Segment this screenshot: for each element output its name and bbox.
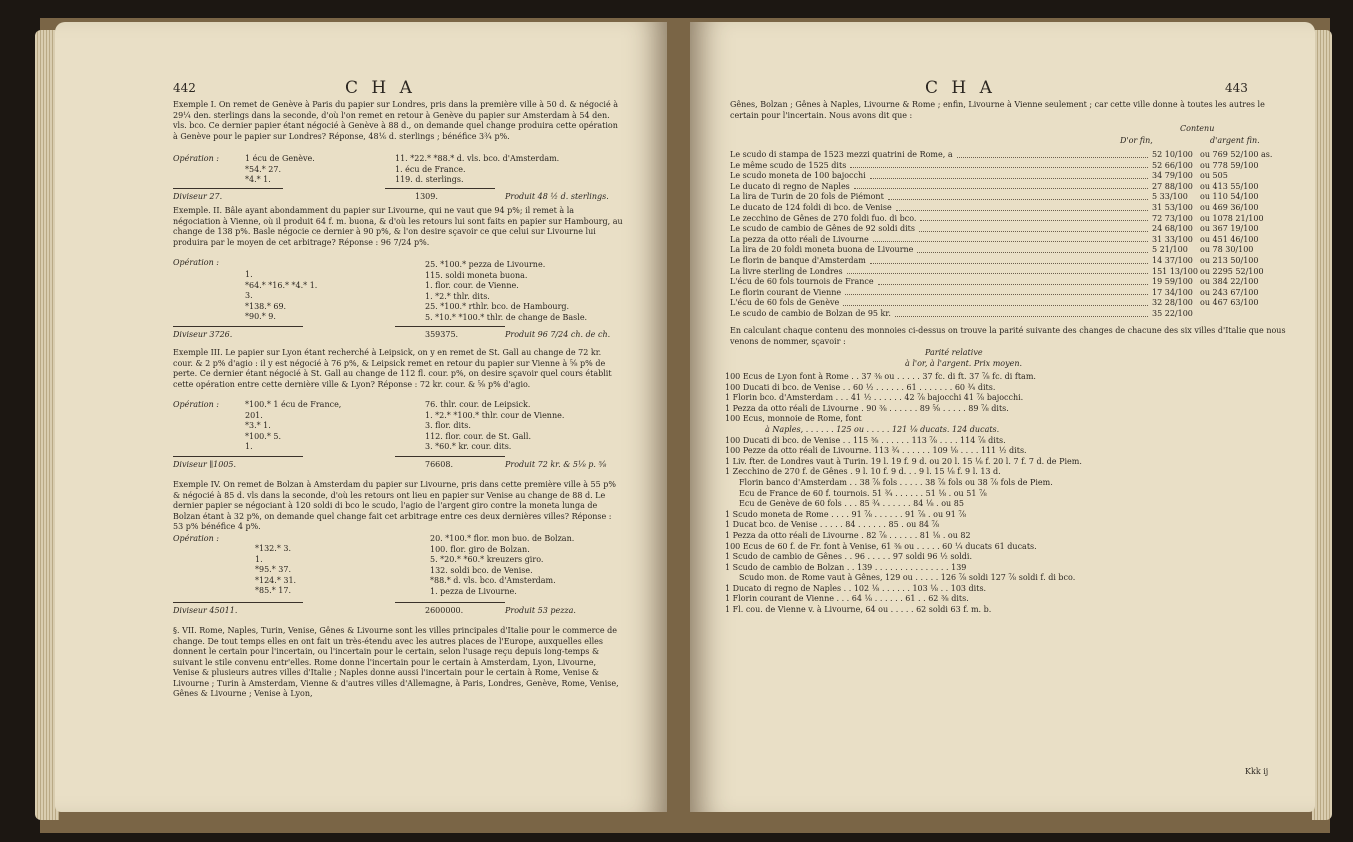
product-number: 2600000. [425,606,464,615]
rule [173,602,303,603]
table-row: 100 Ecus de 60 f. de Fr. font à Venise, 61 ⅜ ou . . . . . 60 ¼ ducats 61 ducats. [725,541,1037,551]
table-row: 1 Scudo de cambio de Bolzan . . 139 . . . . . . . . . . . . . . . 139 [725,562,967,572]
example-3: Exemple III. Le papier sur Lyon étant recherché à Leipsick, on y en remet de St. Gall au change de 72 kr. cour. & 2 p% d'agio : il y est négocié à 76 p%, & Leipsick remet en retour du papier sur Vienne à ⅝ p% de perte. Ce dernier étant négocié à St. Gall au change de 112 fl. cour. p%, on desire sçavoir quel cours établit cette opération entre cette dernière ville & Lyon? Réponse : 72 kr. cour. & ⅝ p% d'agio. [173,348,612,389]
operation-left-column: 1. *64.* *16.* *4.* 1. 3. *138.* 69. *90.* 9. [245,270,318,321]
example-2: Exemple. II. Bâle ayant abondamment du papier sur Livourne, qui ne vaut que 94 p%; il remet à la négociation à Vienne, où il produit 64 f. m. buona, & d'où les retours lui sont faits en papier sur Hambourg, au change de 138 p%. Basle négocie ce dernier à 90 p%, & l'on desire sçavoir ce que celui sur Livourne lui produira par le moyen de cet arbitrage? Réponse : 96 7/24 p%. [173,206,623,247]
rule [173,456,303,457]
table-row: 1 Pezza da otto réali de Livourne . 90 ⅜ . . . . . . 89 ⅝ . . . . . 89 ⅞ dits. [725,403,1009,413]
rule [395,456,505,457]
table-row: 100 Ducati di bco. de Venise . . 115 ⅜ . . . . . . 113 ⅞ . . . . 114 ⅞ dits. [725,435,1006,445]
table-row: Le scudo di stampa de 1523 mezzi quatrini de Rome, a 52 10/100 ou 769 52/100 as. [730,150,1273,159]
right-page [690,22,1315,812]
page-header: C H A [925,78,996,98]
table-row: La lira de Turin de 20 fols de Piémont 5 33/100 ou 110 54/100 [730,192,1259,202]
operation-right-column: 11. *22.* *88.* d. vls. bco. d'Amsterdam. 1. écu de France. 119. d. sterlings. [395,154,560,184]
table-row: 1 Florin bco. d'Amsterdam . . . 41 ½ . . . . . . 42 ⅞ bajocchi 41 ⅞ bajocchi. [725,393,1024,403]
operation-label: Opération : [173,154,219,163]
rule [173,188,283,189]
product-number: 359375. [425,330,459,339]
table-row: à Naples, . . . . . . 125 ou . . . . . 121 ⅛ ducats. 124 ducats. [765,424,1000,434]
table-row: 1 Scudo de cambio de Gênes . . 96 . . . . . 97 soldi 96 ½ soldi. [725,552,973,562]
table-row: La pezza da otto réali de Livourne 31 33/100 ou 451 46/100 [730,234,1259,244]
table-row: 1 Ducat bco. de Venise . . . . . 84 . . . . . . 85 . ou 84 ⅞ [725,520,940,530]
table-row: 1 Fl. cou. de Vienne v. à Livourne, 64 ou . . . . . 62 soldi 63 f. m. b. [725,605,992,615]
table-row: 1 Zecchino de 270 f. de Gênes . 9 l. 10 f. 9 d. . . 9 l. 15 ⅛ f. 9 l. 13 d. [725,467,1001,477]
table-row: L'écu de 60 fols de Genève 32 28/100 ou 467 63/100 [730,298,1259,308]
rule [395,602,505,603]
example-1: Exemple I. On remet de Genève à Paris du papier sur Londres, pris dans la première ville à 50 d. & négocié à 29¼ den. sterlings dans la seconde, d'où l'on remet en retour à Genève du papier sur Amsterdam à 54 den. vls. bco. Ce dernier papier étant négocié à Genève à 88 d., on demande quel change produira cette opération à Genève pour le papier sur Londres? Réponse, 48⅙ d. sterlings ; bénéfice 3¾ p%. [173,100,619,141]
divisor: Diviseur ∥1005. [173,460,237,469]
table-row: Scudo mon. de Rome vaut à Gênes, 129 ou . . . . . 126 ⅞ soldi 127 ⅞ soldi f. di bco. [739,573,1076,583]
table-row: 100 Ecus, monnoie de Rome, font [725,414,862,424]
column-silver: d'argent fin. [1210,136,1260,145]
product-number: 76608. [425,460,453,469]
table-row: L'écu de 60 fols tournois de France 19 59/100 ou 384 22/100 [730,277,1259,287]
table-row: 1 Ducato di regno de Naples . . 102 ⅛ . . . . . . 103 ⅛ . . 103 dits. [725,583,987,593]
table-row: 100 Pezze da otto réali de Livourne. 113 ¾ . . . . . . 109 ⅛ . . . . 111 ½ dits. [725,446,1027,456]
rule [173,326,303,327]
page-number: 443 [1225,81,1248,95]
operation-right-column: 76. thlr. cour. de Leipsick. 1. *2.* *100.* thlr. cour de Vienne. 3. flor. dits. 112. flor. cour. de St. Gall. 3. *60.* kr. cour. dits. [425,400,565,451]
table-row: Le scudo de cambio de Gênes de 92 soldi dits 24 68/100 ou 367 19/100 [730,224,1259,234]
table-row: La lira de 20 foldi moneta buona de Livourne 5 21/100 ou 78 30/100 [730,245,1254,255]
rule [395,326,505,327]
product: Produit 53 pezza. [505,606,576,615]
table-row: Le ducato di regno de Naples 27 88/100 ou 413 55/100 [730,181,1259,191]
table-row: Ecu de France de 60 f. tournois. 51 ¾ . . . . . . 51 ⅛ . ou 51 ⅞ [739,488,987,498]
operation-right-column: 25. *100.* pezza de Livourne. 115. soldi moneta buona. 1. flor. cour. de Vienne. 1. *2.* thlr. dits. 25. *100.* rthlr. bco. de Hambourg. 5. *10.* *100.* thlr. de change de Basle. [425,260,588,322]
catchword: Kkk ij [1245,767,1269,776]
operation-right-column: 20. *100.* flor. mon buo. de Bolzan. 100. flor. giro de Bolzan. 5. *20.* *60.* kreuzers giro. 132. soldi bco. de Venise. *88.* d. vls. bco. d'Amsterdam. 1. pezza de Livourne. [430,534,575,596]
table-row: Le même scudo de 1525 dits 52 66/100 ou 778 59/100 [730,160,1259,170]
table-row: Le scudo moneta de 100 bajocchi 34 79/100 ou 505 [730,171,1228,181]
column-gold: D'or fin, [1120,136,1153,145]
product: Produit 48 ½ d. sterlings. [505,192,609,201]
parity-columns: à l'or, à l'argent. Prix moyen. [905,359,1023,368]
divisor: Diviseur 27. [173,192,223,201]
parity-title: Parité relative [925,348,983,357]
table-row: Le florin de banque d'Amsterdam 14 37/100 ou 213 50/100 [730,255,1259,265]
table-row: Ecu de Genève de 60 fols . . . 85 ¾ . . . . . . 84 ⅛ . ou 85 [739,499,964,509]
divisor: Diviseur 3726. [173,330,233,339]
operation-left-column: 1 écu de Genève. *54.* 27. *4.* 1. [245,154,315,184]
product: Produit 72 kr. & 5⅛ p. ⅝ [505,460,607,469]
table-row: 1 Pezza da otto réali de Livourne . 82 ⅞ . . . . . . 81 ⅛ . ou 82 [725,530,971,540]
page-edges-right [1312,30,1332,820]
table-row: Le scudo de cambio de Bolzan de 95 kr. 35 22/100 [730,308,1193,318]
table-row: Le ducato de 124 foldi di bco. de Venise 31 53/100 ou 469 36/100 [730,202,1259,212]
table-row: 100 Ecus de Lyon font à Rome . . 37 ⅜ ou . . . . . 37 fc. di ft. 37 ⅞ fc. di ftam. [725,372,1036,381]
section-paragraph: §. VII. Rome, Naples, Turin, Venise, Gênes & Livourne sont les villes principales d'Italie pour le commerce de change. De tout temps elles en ont fait un très-étendu avec les autres places de l'Europe, auxquelles elles donnent le certain pour l'incertain, ou l'incertain pour le certain, selon l'usage reçu depuis long-temps & suivant le stile convenu entr'elles. Rome donne l'incertain pour le certain à Amsterdam, Lyon, Livourne, Venise & plusieurs autres villes d'Italie ; Naples donne aussi l'incertain pour le certain à Rome, Venise & Livourne ; Turin à Amsterdam, Vienne & d'autres villes d'Allemagne, à Paris, Londres, Genève, Rome, Venise, Gênes & Livourne ; Venise à Lyon, [173,626,619,698]
operation-label: Opération : [173,258,219,267]
product-number: 1309. [415,192,438,201]
parity-paragraph: En calculant chaque contenu des monnoies ci-dessus on trouve la parité suivante des changes de chacune des six villes d'Italie que nous venons de nommer, sçavoir : [730,326,1286,346]
example-4: Exemple IV. On remet de Bolzan à Amsterdam du papier sur Livourne, pris dans cette première ville à 55 p% & négocié à 85 d. vls dans la seconde, d'où les retours ont lieu en papier sur Venise au change de 88 d. Le dernier papier se négociant à 120 soldi di bco le scudo, l'agio de l'argent giro contre la moneta lunga de Bolzan étant à 32 p%, on demande quel change fait cet arbitrage entre ces deux dernières villes? Réponse : 53 p% bénéfice 4 p%. [173,480,616,531]
rule [385,188,495,189]
table-row: 1 Scudo moneta de Rome . . . . 91 ⅞ . . . . . . 91 ⅞ . ou 91 ⅞ [725,509,967,519]
operation-label: Opération : [173,534,219,543]
operation-left-column: *100.* 1 écu de France, 201. *3.* 1. *100.* 5. 1. [245,400,342,451]
divisor: Diviseur 45011. [173,606,238,615]
table-row: La livre sterling de Londres 151 13/100 ou 2295 52/100 [730,266,1264,276]
table-row: 1 Liv. fter. de Londres vaut à Turin. 19 l. 19 f. 9 d. ou 20 l. 15 ⅛ f. 20 l. 7 f. 7 d. de Piem. [725,456,1082,466]
page-number: 442 [173,81,196,95]
column-title: Contenu [1180,124,1215,133]
coin-table [730,150,1290,320]
intro-paragraph: Gênes, Bolzan ; Gênes à Naples, Livourne & Rome ; enfin, Livourne à Vienne seulement ; car cette ville donne à toutes les autres le certain pour l'incertain. Nous avons dit que : [730,100,1265,120]
parity-table [725,372,1305,616]
table-row: Florin banco d'Amsterdam . . 38 ⅞ fols . . . . . 38 ⅞ fols ou 38 ⅞ fols de Piem. [739,477,1053,487]
operation-label: Opération : [173,400,219,409]
page-header: C H A [345,78,416,98]
table-row: Le zecchino de Gênes de 270 foldi fuo. di bco. 72 73/100 ou 1078 21/100 [730,213,1264,223]
left-page [55,22,667,812]
table-row: 1 Florin courant de Vienne . . . 64 ⅛ . . . . . . 61 . . 62 ⅜ dits. [725,594,969,604]
product: Produit 96 7/24 ch. de ch. [505,330,611,339]
table-row: Le florin courant de Vienne 17 34/100 ou 243 67/100 [730,287,1259,297]
operation-left-column: *132.* 3. 1. *95.* 37. *124.* 31. *85.* 17. [255,544,297,595]
table-row: 100 Ducati di bco. de Venise . . 60 ½ . . . . . . 61 . . . . . . . 60 ¾ dits. [725,382,996,392]
